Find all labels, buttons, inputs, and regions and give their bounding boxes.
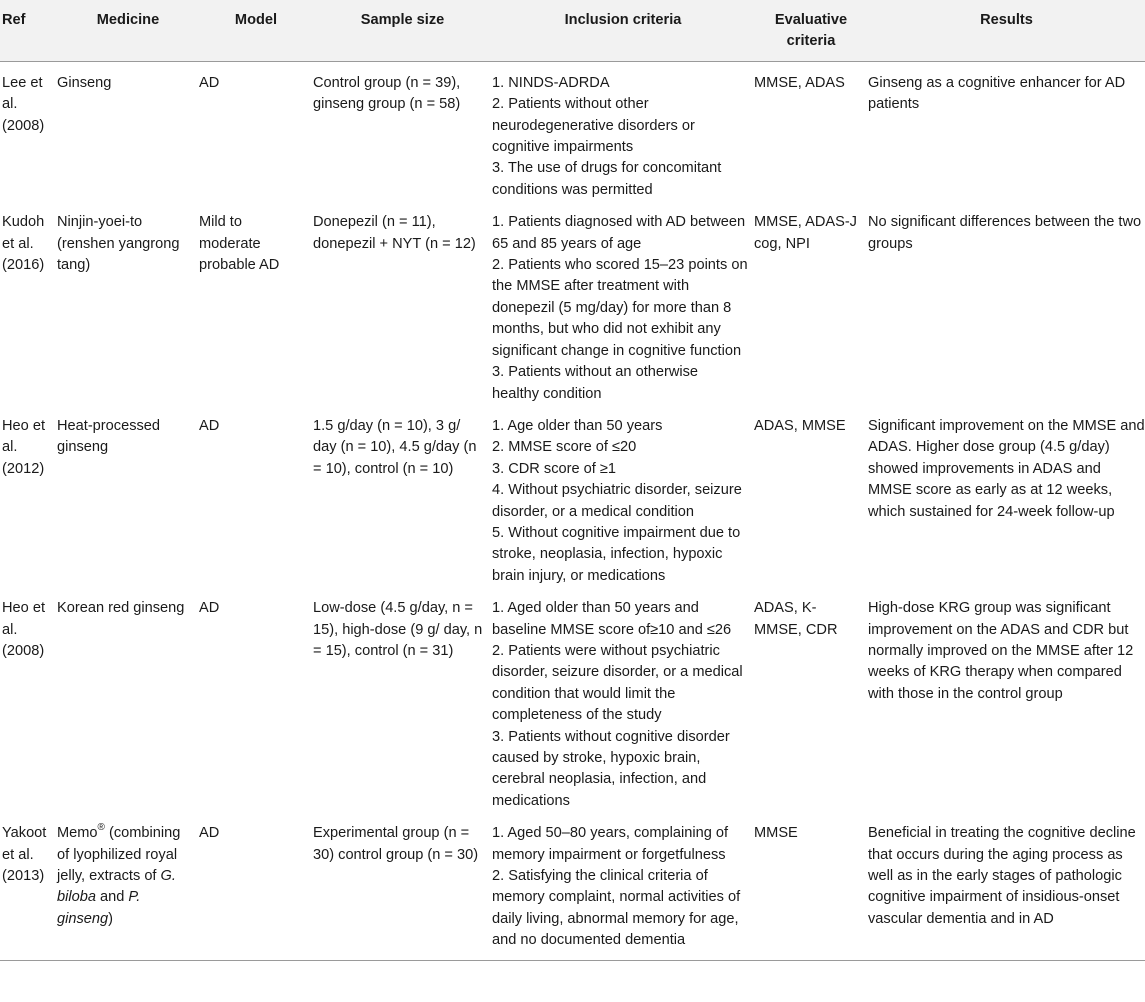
cell-ref: Kudoh et al. (2016) [2,214,45,274]
criterion-item: 2. Patients who scored 15–23 points on the MMSE after treatment with donepezil (5 mg/day) for more than 8 months, but who did not exhibit any significant change in cognitive function [492,257,748,359]
medicine-desc-mid: and [95,889,129,906]
medicine-desc-post: ) [108,910,113,927]
cell-sample-size: Control group (n = 39), ginseng group (n = 58) [313,74,461,113]
criterion-item: 3. CDR score of ≥1 [492,460,616,477]
criterion-item: 2. Patients without other neurodegenerative disorders or cognitive impairments [492,96,695,156]
header-model: Model [199,0,313,61]
cell-ref: Lee et al. (2008) [2,74,45,134]
cell-results: High-dose KRG group was significant improvement on the ADAS and CDR but normally improved on the MMSE after 12 weeks of KRG therapy when compared with those in the control group [868,600,1134,702]
criterion-item: 4. Without psychiatric disorder, seizure disorder, or a medical condition [492,482,742,520]
cell-sample-size: Donepezil (n = 11), donepezil + NYT (n = 12) [313,214,476,252]
criterion-item: 1. Aged older than 50 years and baseline MMSE score of≥10 and ≤26 [492,600,732,638]
cell-results: Significant improvement on the MMSE and ADAS. Higher dose group (4.5 g/day) showed improvements in ADAS and MMSE score as early as at 12 weeks, which sustained for 24-week follow-up [868,417,1145,520]
cell-evaluative-criteria: ADAS, K-MMSE, CDR [754,600,838,638]
cell-inclusion-criteria [492,201,754,405]
criterion-item: 2. Satisfying the clinical criteria of memory complaint, normal activities of daily living, abnormal memory for age, and no documented dementia [492,868,741,949]
header-results: Results [868,0,1145,61]
criterion-item: 1. NINDS-ADRDA [492,74,610,91]
cell-model: AD [199,74,220,91]
criterion-item: 1. Aged 50–80 years, complaining of memory impairment or forgetfulness [492,825,729,863]
registered-mark: ® [97,822,105,834]
cell-medicine: Korean red ginseng [57,600,185,617]
header-row [0,0,1145,61]
header-sample-size: Sample size [313,0,492,61]
cell-evaluative-criteria: MMSE [754,812,868,960]
cell-evaluative-criteria: ADAS, MMSE [754,417,846,434]
cell-sample-size: Experimental group (n = 30) control group (n = 30) [313,812,492,960]
header-ref: Ref [0,0,57,61]
cell-model: AD [199,417,220,434]
header-medicine: Medicine [57,0,199,61]
cell-results: No significant differences between the two groups [868,214,1142,252]
cell-ref: Heo et al. (2012) [2,417,45,477]
cell-medicine [57,812,199,960]
cell-model: Mild to moderate probable AD [199,214,280,274]
cell-results: Beneficial in treating the cognitive decline that occurs during the aging process as well as in the early stages of pathologic cognitive impairment of insidious-onset vascular dementia and in AD [868,812,1145,960]
cell-medicine: Ninjin-yoei-to (renshen yangrong tang) [57,214,180,274]
cell-results: Ginseng as a cognitive enhancer for AD patients [868,74,1126,113]
criterion-item: 1. Patients diagnosed with AD between 65 and 85 years of age [492,214,746,252]
cell-inclusion-criteria [492,61,754,201]
header-evaluative-criteria: Evaluative criteria [754,0,868,61]
table-row [0,201,1145,405]
table-row [0,812,1145,960]
cell-medicine: Heat-processed ginseng [57,417,161,456]
criterion-item: 3. The use of drugs for concomitant conditions was permitted [492,160,722,198]
criterion-item: 3. Patients without cognitive disorder caused by stroke, hypoxic brain, cerebral neoplasia, infection, and medications [492,728,730,809]
medicine-name: Memo [57,825,98,842]
cell-medicine: Ginseng [57,74,112,91]
criterion-item: 3. Patients without an otherwise healthy condition [492,364,699,402]
criterion-item: 2. Patients were without psychiatric disorder, seizure disorder, or a medical condition that would limit the completeness of the study [492,642,743,724]
medicine-desc-pre: (combining of lyophilized royal jelly, extracts of [57,825,181,885]
cell-ref: Heo et al. (2008) [2,600,45,659]
cell-evaluative-criteria: MMSE, ADAS-J cog, NPI [754,214,857,252]
cell-model: AD [199,600,220,617]
cell-inclusion-criteria [492,812,754,960]
criterion-item: 2. MMSE score of ≤20 [492,439,637,456]
table-row [0,405,1145,587]
table-row [0,587,1145,812]
criterion-item: 5. Without cognitive impairment due to stroke, neoplasia, infection, hypoxic brain injury, or medications [492,524,741,584]
criterion-item: 1. Age older than 50 years [492,417,663,434]
cell-evaluative-criteria: MMSE, ADAS [754,74,845,91]
cell-sample-size: Low-dose (4.5 g/day, n = 15), high-dose (9 g/ day, n = 15), control (n = 31) [313,600,483,659]
species-name: P. ginseng [57,889,141,927]
cell-inclusion-criteria [492,405,754,587]
cell-model: AD [199,812,313,960]
cell-ref: Yakoot et al. (2013) [0,812,57,960]
species-name: G. biloba [57,868,176,906]
table-row [0,61,1145,201]
cell-inclusion-criteria [492,587,754,812]
cell-sample-size: 1.5 g/day (n = 10), 3 g/ day (n = 10), 4.5 g/day (n = 10), control (n = 10) [313,417,477,477]
header-inclusion-criteria: Inclusion criteria [492,0,754,61]
